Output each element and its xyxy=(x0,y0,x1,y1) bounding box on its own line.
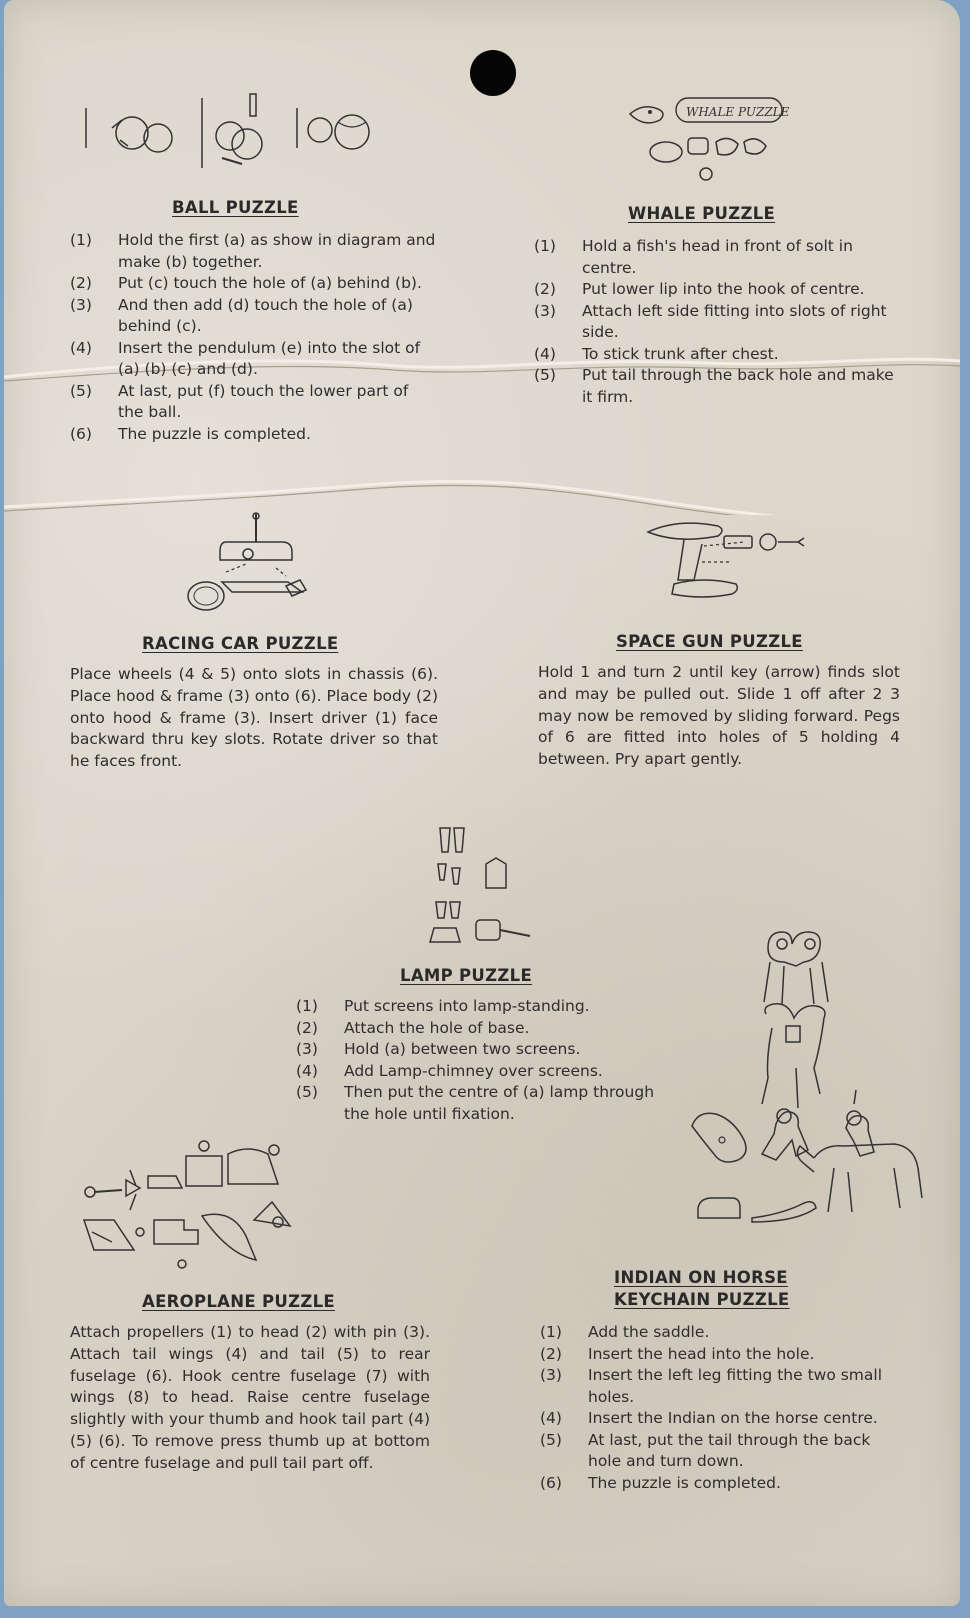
ball-puzzle-steps xyxy=(70,230,438,445)
list-item: (2) Attach the hole of base. xyxy=(296,1018,530,1037)
racing-car-instructions: Place wheels (4 & 5) onto slots in chassis (6). Place hood & frame (3) onto (6). Place body (2) onto hood & frame (3). Insert driver (1) face backward thru key slots. Rotate driver so that he faces front. xyxy=(70,665,438,771)
hang-hole xyxy=(470,50,516,96)
list-item: (6) The puzzle is completed. xyxy=(540,1473,781,1492)
list-item: (4) Add Lamp-chimney over screens. xyxy=(296,1061,603,1080)
indian-horse-steps xyxy=(540,1322,904,1494)
horse-diagram xyxy=(684,928,934,1248)
indian-horse-title-line2: KEYCHAIN PUZZLE xyxy=(614,1290,790,1309)
racing-car-title: RACING CAR PUZZLE xyxy=(142,634,339,653)
list-item: (4) Insert the Indian on the horse centre. xyxy=(540,1409,878,1427)
space-gun-title: SPACE GUN PUZZLE xyxy=(616,632,803,651)
list-item: (4) Insert the pendulum (e) into the slot of (a) (b) (c) and (d). xyxy=(70,338,421,378)
space-gun-instructions: Hold 1 and turn 2 until key (arrow) finds slot and may be pulled out. Slide 1 off after 2 3 may now be removed by sliding forward. Pegs of 6 are fitted into holes of 5 holding 4 between. Pry apart gently. xyxy=(538,663,900,769)
list-item: (3) Hold (a) between two screens. xyxy=(296,1040,581,1058)
list-item: (5) At last, put the tail through the back hole and turn down. xyxy=(540,1430,871,1470)
list-item: (5) At last, put (f) touch the lower part of the ball. xyxy=(70,381,409,421)
space-gun-diagram xyxy=(644,516,814,608)
whale-puzzle-diagram xyxy=(626,92,796,187)
whale-puzzle-title: WHALE PUZZLE xyxy=(628,204,776,223)
list-item: (1) Hold a fish's head in front of solt in centre. xyxy=(534,237,853,277)
indian-horse-title-line1: INDIAN ON HORSE xyxy=(614,1268,788,1287)
ball-puzzle-diagram xyxy=(82,88,382,174)
list-item: (3) Attach left side fitting into slots of right side. xyxy=(534,301,887,341)
whale-logo-text: WHALE PUZZLE xyxy=(686,105,790,119)
list-item: (3) Insert the left leg fitting the two small holes. xyxy=(540,1366,883,1406)
list-item: (4) To stick trunk after chest. xyxy=(534,344,779,363)
aeroplane-diagram xyxy=(78,1140,308,1270)
list-item: (1) Hold the first (a) as show in diagram and make (b) together. xyxy=(70,231,436,271)
crease-line xyxy=(4,455,960,515)
aeroplane-puzzle-title: AEROPLANE PUZZLE xyxy=(142,1292,335,1311)
list-item: (1) Add the saddle. xyxy=(540,1323,710,1341)
list-item: (2) Put lower lip into the hook of centre. xyxy=(534,280,865,298)
list-item: (5) Put tail through the back hole and make it firm. xyxy=(534,366,894,406)
list-item: (2) Insert the head into the hole. xyxy=(540,1344,815,1363)
lamp-puzzle-steps xyxy=(296,996,660,1125)
racing-car-diagram xyxy=(186,512,316,622)
aeroplane-instructions: Attach propellers (1) to head (2) with pin (3). Attach tail wings (4) and tail (5) to rear fuselage (6). Hook centre fuselage (7) with wings (8) to head. Raise centre fuselage slightly with your thumb and hook tail part (4) (5) (6). To remove press thumb up at bottom of centre fuselage and pull tail part off. xyxy=(70,1323,430,1472)
lamp-diagram xyxy=(426,824,542,954)
ball-puzzle-title: BALL PUZZLE xyxy=(172,198,299,217)
lamp-puzzle-title: LAMP PUZZLE xyxy=(400,966,533,985)
list-item: (5) Then put the centre of (a) lamp through the hole until fixation. xyxy=(296,1083,655,1123)
list-item: (6) The puzzle is completed. xyxy=(70,424,311,443)
whale-puzzle-steps xyxy=(534,236,894,408)
list-item: (3) And then add (d) touch the hole of (a) behind (c). xyxy=(70,295,413,335)
instruction-card xyxy=(4,0,960,1606)
list-item: (1) Put screens into lamp-standing. xyxy=(296,997,590,1015)
list-item: (2) Put (c) touch the hole of (a) behind (b). xyxy=(70,274,422,292)
